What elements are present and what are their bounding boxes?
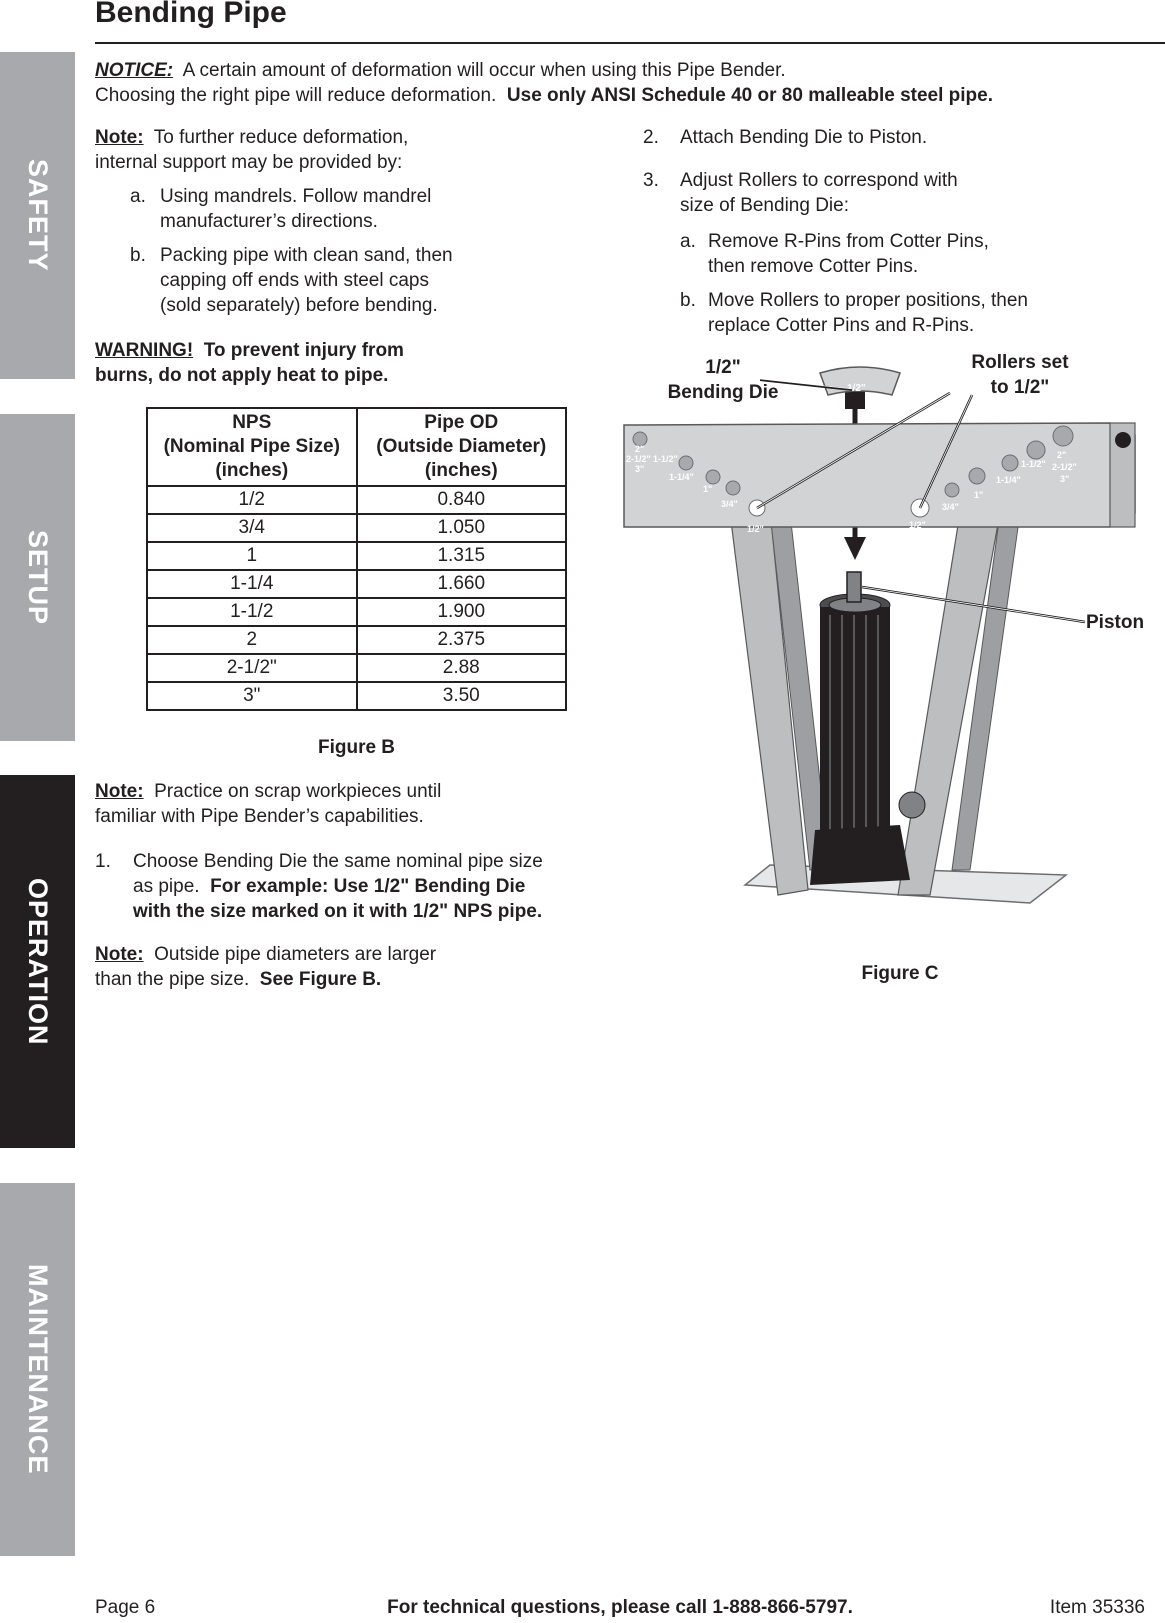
table-header-row: [147, 408, 566, 486]
page-title: Bending Pipe: [95, 0, 287, 29]
svg-text:2": 2": [635, 444, 645, 454]
step-3-item-b: b. Move Rollers to proper positions, then replace Cotter Pins and R-Pins.: [680, 290, 1028, 336]
svg-text:1-1/2": 1-1/2": [653, 454, 678, 464]
page-number: Page 6: [95, 1597, 156, 1618]
item-number: Item 35336: [1049, 1597, 1145, 1618]
svg-text:3/4": 3/4": [721, 499, 738, 509]
svg-text:2-1/2": 2-1/2": [1052, 462, 1077, 472]
table-row: 1-1/4 1.660: [147, 570, 566, 598]
svg-text:1-1/4": 1-1/4": [669, 472, 694, 482]
note-deformation: Note: To further reduce deformation, internal support may be provided by:: [95, 127, 409, 173]
tab-setup[interactable]: SETUP: [0, 414, 75, 741]
step-3-item-a: a. Remove R-Pins from Cotter Pins, then remove Cotter Pins.: [680, 231, 989, 277]
support-phone: For technical questions, please call 1-888-866-5797.: [387, 1597, 853, 1618]
step-2: 2. Attach Bending Die to Piston.: [643, 127, 928, 148]
table-row: 3" 3.50: [147, 682, 566, 710]
header-nps: NPS (Nominal Pipe Size) (inches): [147, 408, 357, 486]
svg-text:1": 1": [974, 490, 984, 500]
svg-text:1": 1": [703, 484, 713, 494]
figure-b-caption: Figure B: [317, 737, 396, 758]
title-rule: [95, 42, 1165, 44]
callout-piston: Piston: [1086, 612, 1145, 633]
svg-text:3/4": 3/4": [942, 502, 959, 512]
table-row: 1/2 0.840: [147, 486, 566, 514]
step-3: 3. Adjust Rollers to correspond with size of Bending Die:: [643, 170, 958, 216]
roller-frame: [624, 423, 1135, 534]
callout-bending-die: 1/2" Bending Die: [667, 357, 779, 403]
pipe-size-table: [146, 407, 567, 711]
svg-text:1-1/2": 1-1/2": [1021, 459, 1046, 469]
note-practice: Note: Practice on scrap workpieces until familiar with Pipe Bender’s capabilities.: [95, 781, 442, 827]
notice-line1: A certain amount of deformation will occur when using this Pipe Bender.: [182, 60, 786, 81]
note-label: Note:: [95, 127, 144, 148]
header-pipe-od: Pipe OD (Outside Diameter) (inches): [357, 408, 567, 486]
figure-c-caption: Figure C: [861, 963, 939, 984]
table-row: 1-1/2 1.900: [147, 598, 566, 626]
notice-line2-bold: Use only ANSI Schedule 40 or 80 malleable steel pipe.: [506, 85, 994, 106]
step-1: 1. Choose Bending Die the same nominal pipe size as pipe. For example: Use 1/2" Bending Die with the size marked on it with 1/2" NPS pipe.: [95, 851, 543, 922]
svg-text:3": 3": [635, 464, 645, 474]
notice-line2: Choosing the right pipe will reduce deformation.: [95, 85, 497, 106]
pipe-bender-illustration: [626, 355, 1165, 930]
note-item-b: b. Packing pipe with clean sand, then capping off ends with steel caps (sold separately) before bending.: [130, 245, 453, 316]
piston: [847, 572, 861, 602]
callout-rollers: Rollers set to 1/2": [971, 352, 1069, 398]
tab-operation[interactable]: OPERATION: [0, 775, 75, 1148]
svg-text:2": 2": [1057, 450, 1067, 460]
svg-text:1/2": 1/2": [847, 383, 866, 394]
notice: [95, 58, 1155, 108]
svg-text:3": 3": [1060, 474, 1070, 484]
warning: WARNING! To prevent injury from burns, do not apply heat to pipe.: [95, 340, 404, 386]
svg-text:1/2": 1/2": [747, 524, 764, 534]
note-outside-diameter: Note: Outside pipe diameters are larger than the pipe size. See Figure B.: [95, 944, 437, 990]
svg-text:2-1/2": 2-1/2": [626, 454, 651, 464]
table-row: 2-1/2" 2.88: [147, 654, 566, 682]
svg-text:1/2": 1/2": [909, 520, 926, 530]
tab-safety[interactable]: SAFETY: [0, 52, 75, 379]
warning-label: WARNING!: [95, 340, 194, 361]
table-row: 2 2.375: [147, 626, 566, 654]
pump-handle-icon: [899, 792, 925, 818]
note-item-a: a. Using mandrels. Follow mandrel manufacturer’s directions.: [130, 186, 432, 232]
notice-label: NOTICE:: [95, 60, 174, 81]
table-row: 1 1.315: [147, 542, 566, 570]
table-row: 3/4 1.050: [147, 514, 566, 542]
tab-maintenance[interactable]: MAINTENANCE: [0, 1183, 75, 1556]
svg-text:1-1/4": 1-1/4": [996, 475, 1021, 485]
